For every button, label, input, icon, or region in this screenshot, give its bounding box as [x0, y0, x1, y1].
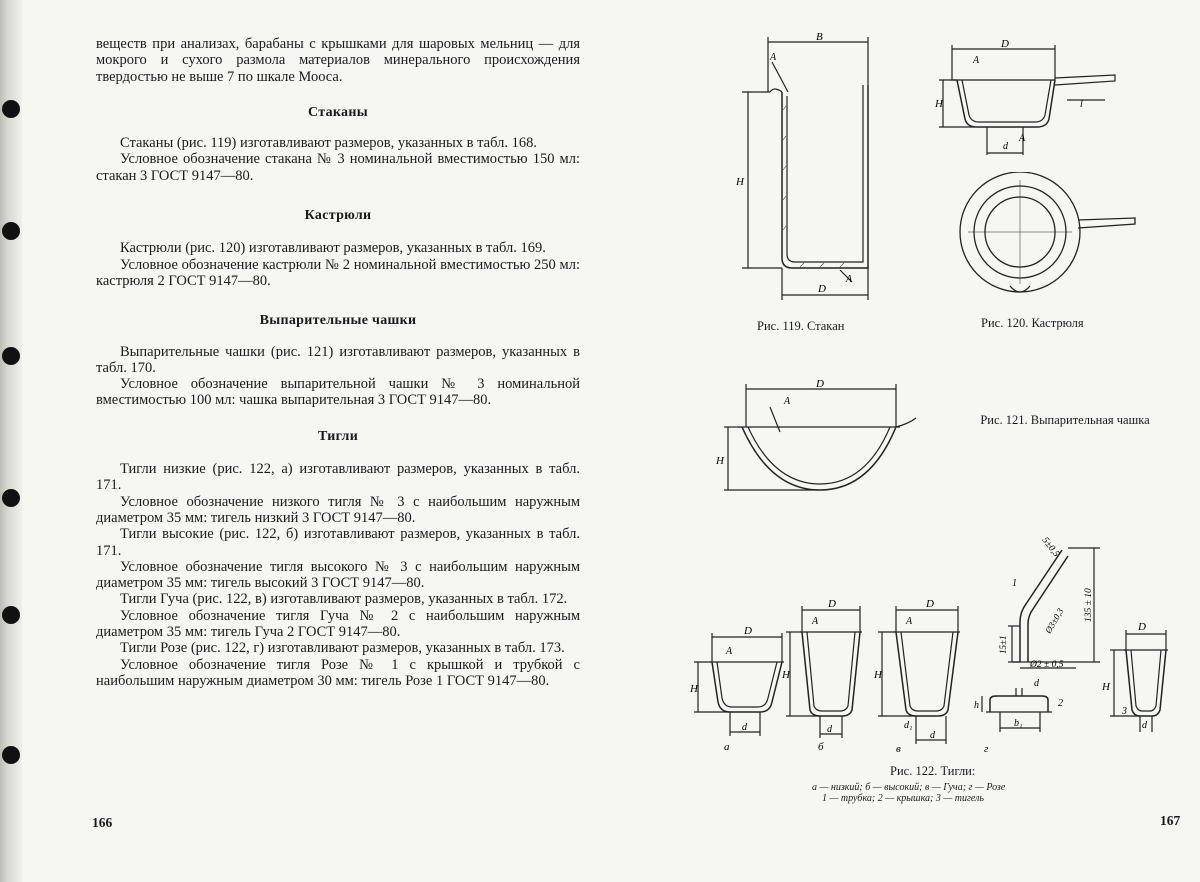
dim-label-A: A [846, 274, 853, 285]
dim-label-A: A [906, 616, 913, 627]
binder-hole [2, 606, 20, 624]
dim-label-D: D [828, 598, 836, 610]
caption-fig120: Рис. 120. Кастрюля [981, 316, 1084, 330]
dim-label-l: l [1080, 99, 1083, 110]
page-number: 166 [92, 815, 113, 830]
paragraph: Выпарительные чашки (рис. 121) изготавливают размеров, указанных в табл. 170. [96, 343, 580, 376]
caption-fig122-line1: а — низкий; б — высокий; в — Гуча; г — Розе [812, 782, 1006, 793]
binder-hole [2, 347, 20, 365]
paragraph: Условное обозначение кастрюли № 2 номинальной вместимостью 250 мл: кастрюля 2 ГОСТ 9147—80. [96, 256, 580, 289]
paragraph: веществ при анализах, барабаны с крышками для шаровых мельниц — для мокрого и сухого размола материалов минерального происхождения твердостью не выше 7 по шкале Мооса. [96, 36, 580, 85]
sublabel-v: в [896, 743, 901, 755]
binder-hole [2, 489, 20, 507]
binder-hole [2, 222, 20, 240]
dim-label-H: H [782, 669, 790, 681]
dim-label-H: H [690, 683, 698, 695]
dim-label-D: D [816, 378, 824, 390]
caption-fig121: Рис. 121. Выпарительная чашка [980, 413, 1150, 427]
dim-label-H: H [736, 176, 744, 188]
sublabel-a: а [724, 741, 730, 753]
paragraph: Кастрюли (рис. 120) изготавливают размеров, указанных в табл. 169. [120, 240, 546, 257]
sublabel-g: г [984, 743, 989, 755]
caption-fig119: Рис. 119. Стакан [757, 319, 845, 333]
page-number: 167 [1160, 813, 1181, 828]
caption-fig122-line2: 1 — трубка; 2 — крышка; 3 — тигель [822, 793, 984, 804]
figure-beaker [730, 30, 880, 310]
heading-kastryuli: Кастрюли [304, 208, 372, 224]
dim-label-d: d [1003, 141, 1008, 152]
dim-label-tube: Ø3±0,3 [1043, 606, 1066, 635]
figure-saucepan-top [950, 172, 1140, 297]
dim-label-phi: Ø2 ± 0,5 [1030, 660, 1064, 670]
dim-label-h: h [974, 700, 979, 711]
caption-fig122-title: Рис. 122. Тигли: [890, 764, 976, 778]
text-column [96, 36, 580, 689]
dim-label-A: A [1019, 133, 1026, 144]
dim-label-A: A [770, 52, 777, 63]
dim-label-d: d [930, 730, 935, 741]
heading-tigli: Тигли [317, 428, 359, 444]
dim-label-D: D [744, 625, 752, 637]
figure-saucepan-side [935, 35, 1135, 155]
paragraph: Условное обозначение низкого тигля № 3 с наибольшим наружным диаметром 35 мм: тигель низкий 3 ГОСТ 9147—80. [96, 493, 580, 526]
dim-label-A: A [784, 396, 791, 407]
dim-label-d: d [827, 724, 832, 735]
paragraph: Тигли высокие (рис. 122, б) изготавливают размеров, указанных в табл. 171. [96, 526, 580, 559]
dim-label-d: d [742, 722, 747, 733]
paragraph: Стаканы (рис. 119) изготавливают размеров, указанных в табл. 168. [120, 135, 537, 152]
dim-label-b1: b₁ [1014, 718, 1023, 729]
paragraph: Тигли Розе (рис. 122, г) изготавливают размеров, указанных в табл. 173. [120, 640, 565, 657]
dim-label-d: d [1142, 720, 1147, 731]
paragraph: Условное обозначение тигля высокого № 3 с наибольшим наружным диаметром 35 мм: тигель высокий 3 ГОСТ 9147—80. [96, 558, 580, 592]
dim-label-A: A [726, 646, 733, 657]
binder-hole [2, 746, 20, 764]
dim-label-D: D [1001, 38, 1009, 50]
figure-crucibles [690, 530, 1170, 760]
heading-chashki: Выпарительные чашки [259, 313, 417, 329]
dim-label-D: D [926, 598, 934, 610]
figure-evaporating-dish [710, 372, 920, 497]
dim-label-d1: d₁ [904, 720, 913, 731]
paragraph: Условное обозначение тигля Гуча № 2 с наибольшим наружным диаметром 35 мм: тигель Гуча 2 ГОСТ 9147—80. [96, 607, 580, 641]
callout-2: 2 [1058, 698, 1063, 709]
dim-label-A: A [812, 616, 819, 627]
dim-label-H: H [935, 98, 943, 110]
callout-3: 3 [1122, 706, 1127, 717]
dim-label-H: H [874, 669, 882, 681]
sublabel-b: б [818, 741, 824, 753]
dim-label-135: 135 ± 10 [1084, 588, 1094, 622]
dim-label-D: D [818, 283, 826, 295]
dim-label-d: d [1034, 678, 1039, 689]
dim-label-angle: 5±0,5 [1039, 535, 1061, 560]
dim-label-A: A [973, 55, 980, 66]
dim-label-H: H [1102, 681, 1110, 693]
binder-hole [2, 100, 20, 118]
dim-label-B: B [816, 31, 823, 43]
paragraph: Тигли Гуча (рис. 122, в) изготавливают размеров, указанных в табл. 172. [120, 591, 568, 608]
callout-1: 1 [1012, 578, 1017, 589]
paragraph: Тигли низкие (рис. 122, а) изготавливают размеров, указанных в табл. 171. [96, 461, 580, 494]
paragraph: Условное обозначение стакана № 3 номинальной вместимостью 150 мл: стакан 3 ГОСТ 9147—80. [96, 151, 580, 184]
dim-label-H: H [716, 455, 724, 467]
right-page [600, 0, 1200, 882]
dim-label-D: D [1138, 621, 1146, 633]
dim-label-15: 15±1 [998, 635, 1008, 654]
heading-stakany: Стаканы [308, 104, 368, 120]
paragraph: Условное обозначение выпарительной чашки № 3 номинальной вместимостью 100 мл: чашка выпарительная 3 ГОСТ 9147—80. [96, 376, 580, 409]
paragraph: Условное обозначение тигля Розе № 1 с крышкой и трубкой с наибольшим наружным диаметром 30 мм: тигель Розе 1 ГОСТ 9147—80. [96, 656, 580, 689]
